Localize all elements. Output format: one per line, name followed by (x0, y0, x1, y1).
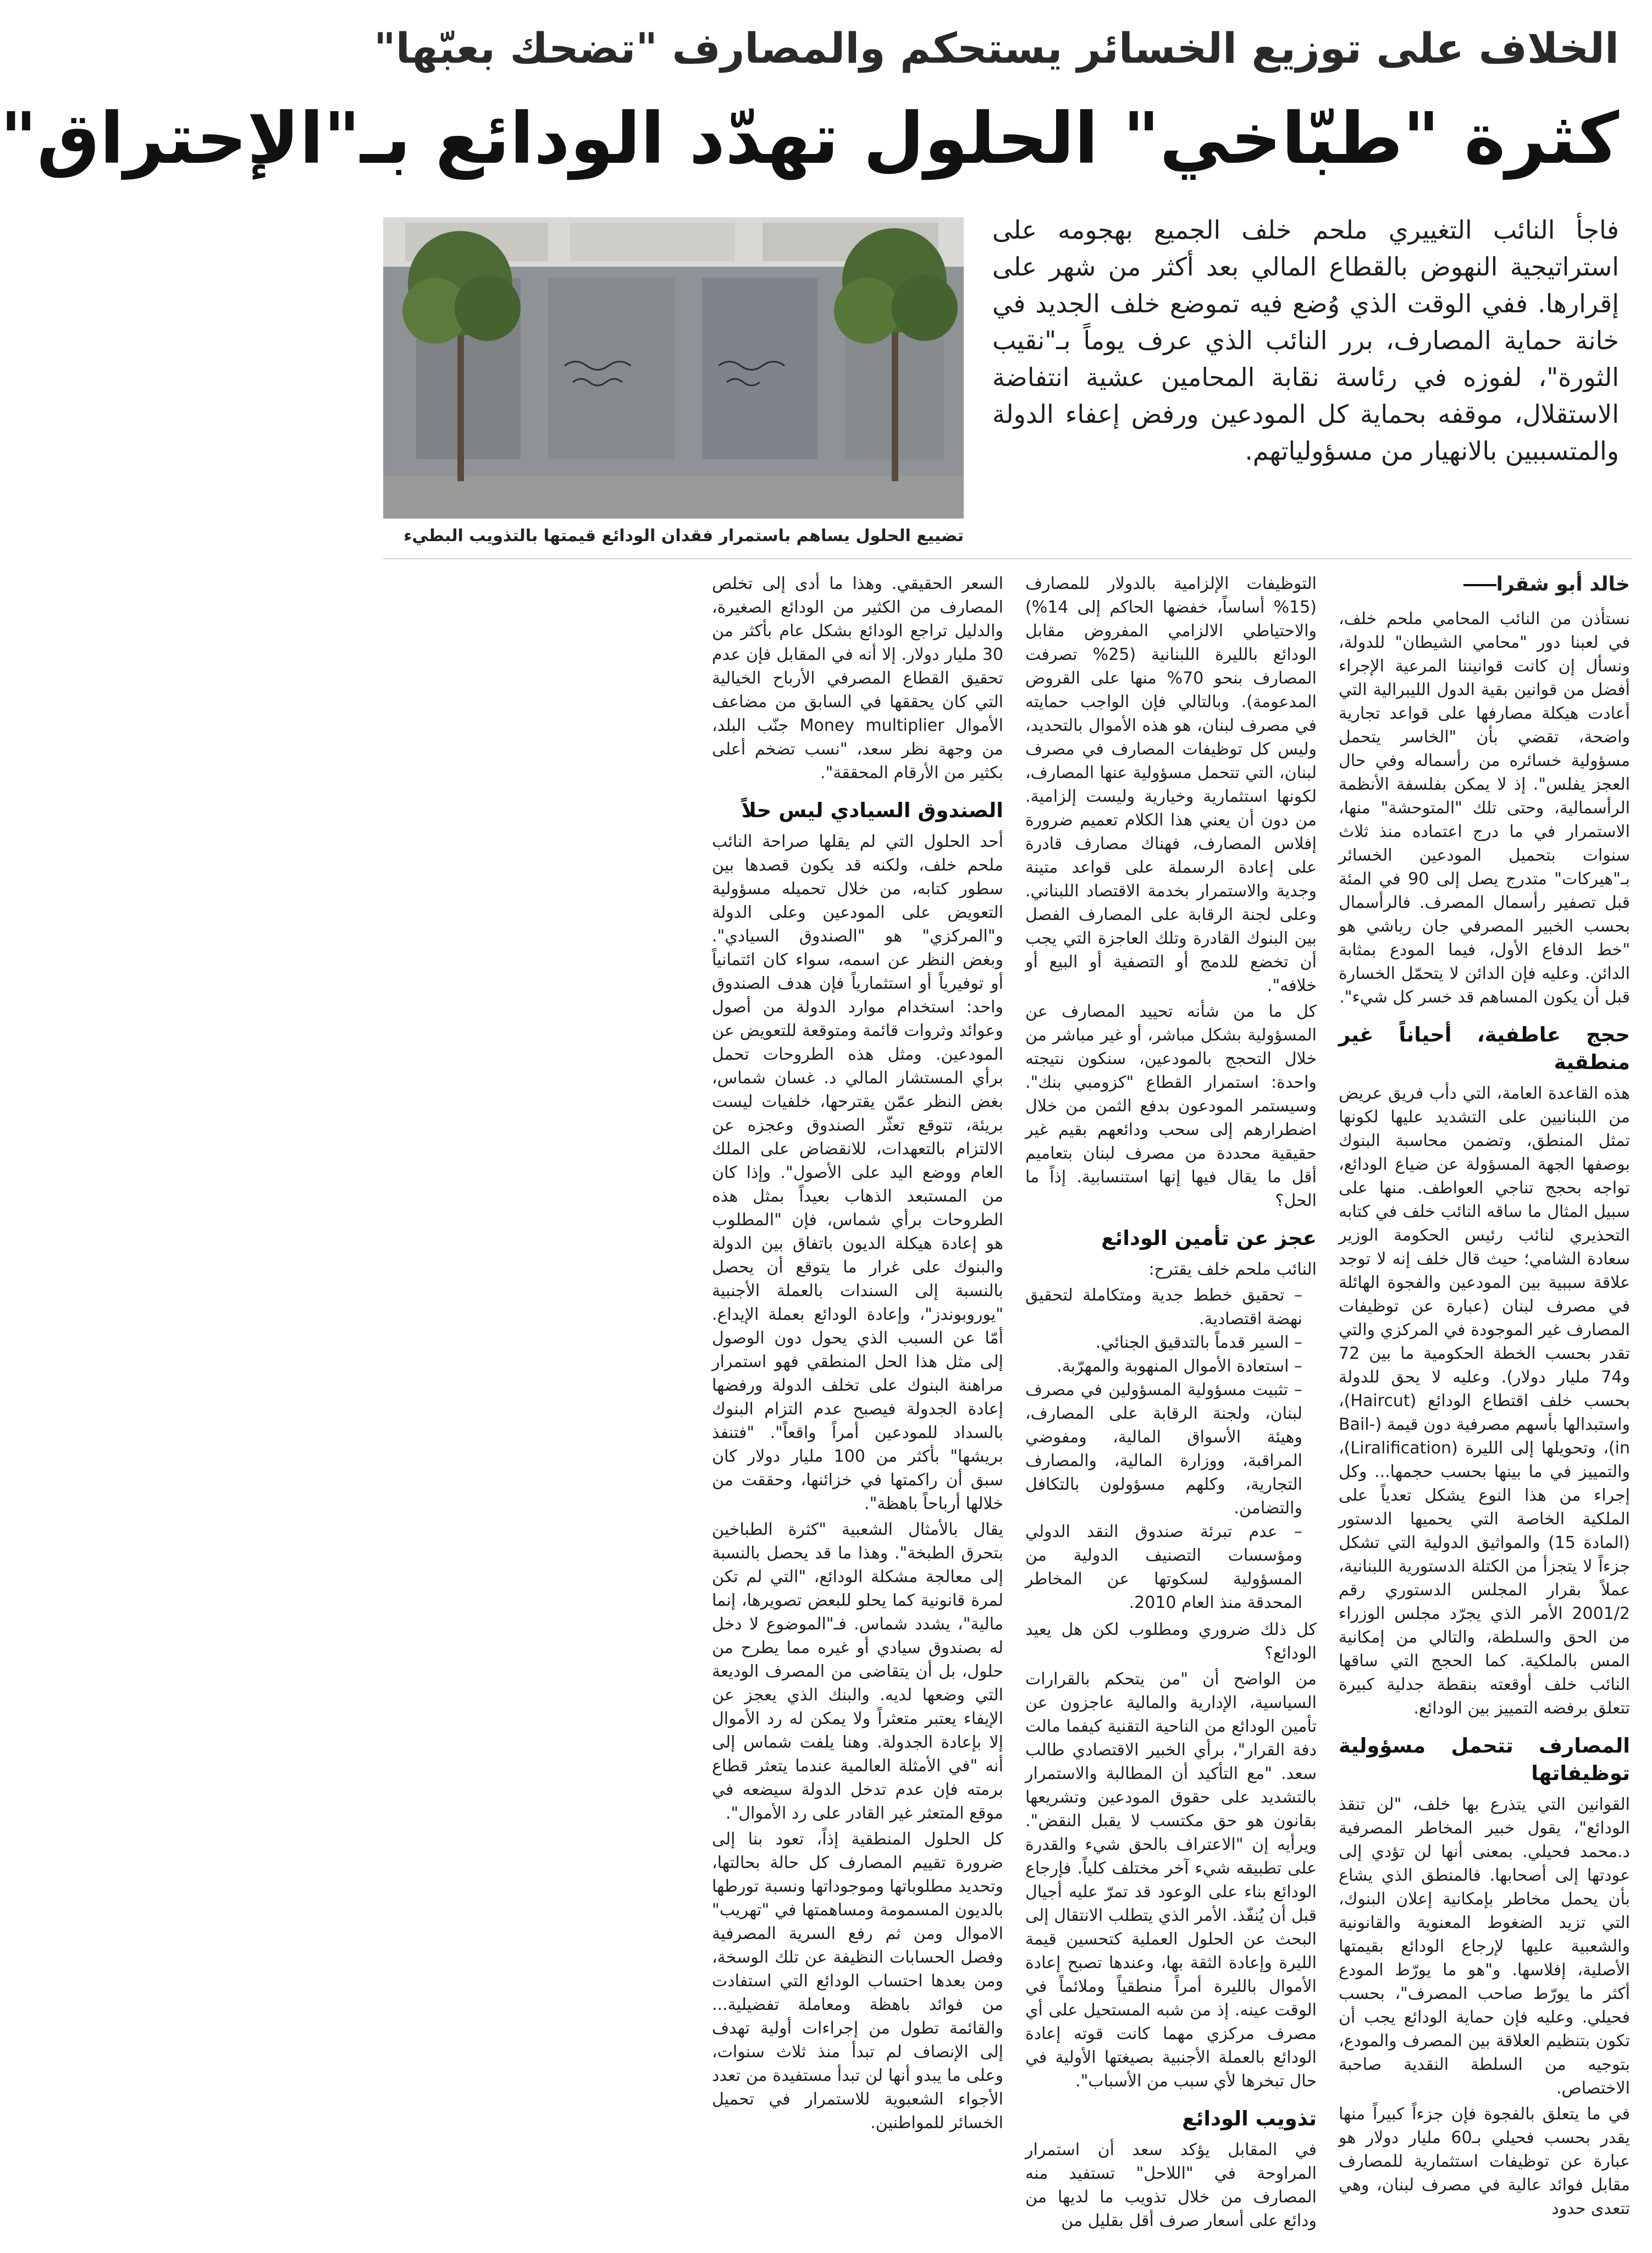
article-photo (383, 217, 964, 519)
section-divider (383, 558, 1632, 559)
paragraph: كل ما من شأنه تحييد المصارف عن المسؤولية بشكل مباشر، أو غير مباشر من خلال التحجج بالمودعين، سنكون نتيجته واحدة: استمرار القطاع "كزومبي بنك". وسيستمر المودعون بدفع الثمن من خلال اضطرارهم إلى سحب ودائعهم بقيم غير حقيقية محددة من مصرف لبنان بتعاميم أقل ما يقال فيها إنها استنسابية. إذاً ما الحل؟ (1025, 1002, 1317, 1210)
author-name: خالد أبو شقرا (1496, 573, 1630, 596)
article-lead: فاجأ النائب التغييري ملحم خلف الجميع بهجومه على استراتيجية النهوض بالقطاع المالي بعد أكثر من شهر على إقرارها. ففي الوقت الذي وُضع فيه تموضع خلف الجديد في خانة حماية المصارف، برر النائب الذي عرف يوماً بـ"نقيب الثورة"، لفوزه في رئاسة نقابة المحامين عشية انتفاضة الاستقلال، موقفه بحماية كل المودعين ورفض إعفاء الدولة والمتسببين بالانهيار من مسؤولياتهم. (992, 215, 1619, 466)
author-byline (1339, 572, 1630, 597)
paragraph: أحد الحلول التي لم يقلها صراحة النائب ملحم خلف، ولكنه قد يكون قصدها بين سطور كتابه، من خلال تحميله مسؤولية التعويض على المودعين وعلى الدولة و"المركزي" هو "الصندوق السيادي". وبغض النظر عن اسمه، سواء كان ائتمانياً أو توفيرياً أو استثمارياً فإن هدف الصندوق واحد: استخدام موارد الدولة من أصول وعوائد وثروات قائمة ومتوقعة للتعويض عن المودعين. ومثل هذه الطروحات تحمل برأي المستشار المالي د. غسان شماس، بغض النظر عمّن يقترحها، خلفيات ليست بريئة، تتوقع تعثّر الصندوق وعجزه عن الالتزام بالتعهدات، للانقضاض على الملك العام ووضع اليد على الأصول". وإذا كان من المستبعد الذهاب بعيداً بمثل هذه الطروحات برأي شماس، فإن "المطلوب هو إعادة هيكلة الديون باتفاق بين الدولة والبنوك على غرار ما يتوقع أن يحصل بالنسبة إلى السندات بالعملة الأجنبية "يوروبوندز"، وإعادة الودائع بعملة الإيداع. أمّا عن السبب الذي يحول دون الوصول إلى مثل هذا الحل المنطقي فهو استمرار مراهنة البنوك على تخلف الدولة ورفضها إعادة الجدولة فيصبح عدم التزام البنوك بالسداد للمودعين أمراً واقعاً". "فتنفذ بريشها" بأكثر من 100 مليار دولار كان سبق أن راكمتها في خزائنها، وحققت من خلالها أرباحاً باهظة". (712, 832, 1003, 1513)
shuttered-bank-photo (383, 217, 964, 519)
list-item: – تحقيق خطط جدية ومتكاملة لتحقيق نهضة اقتصادية. (1025, 1284, 1302, 1331)
paragraph: كل الحلول المنطقية إذاً، تعود بنا إلى ضرورة تقييم المصارف كل حالة بحالتها، وتحديد مطلوباتها وموجوداتها ونسبة تورطها بالديون المسمومة ومساهمتها في "تهريب" الاموال ومن ثم رفع السرية المصرفية وفصل الحسابات النظيفة عن تلك الوسخة، ومن بعدها احتساب الودائع التي استفادت من فوائد باهظة ومعاملة تفضيلية... والقائمة تطول من إجراءات أولية تهدف إلى الإنصاف لم تبدأ منذ ثلاث سنوات، وعلى ما يبدو أنها لن تبدأ مستفيدة من تعدد الأجواء الشعبوية للاستمرار في تحميل الخسائر للمواطنين. (712, 1830, 1003, 2133)
list-item: – عدم تبرئة صندوق النقد الدولي ومؤسسات التصنيف الدولية من المسؤولية لسكوتها عن المخاطر المحدقة منذ العام 2010. (1025, 1520, 1302, 1615)
paragraph: النائب ملحم خلف يقترح: (1148, 1260, 1317, 1279)
paragraph: نستأذن من النائب المحامي ملحم خلف، في لعبنا دور "محامي الشيطان" للدولة، ونسأل إن كانت قوانيننا المرعية الإجراء أفضل من قوانين بقية الدول الليبرالية التي أعادت هيكلة مصارفها على قواعد تجارية واضحة، تقضي بأن "الخاسر يتحمل مسؤولية خسائره من رأسماله وفي حال العجز يفلس". إذ لا يمكن بفلسفة الأنظمة الرأسمالية، وحتى تلك "المتوحشة" منها، الاستمرار في ما درج اعتماده منذ ثلاث سنوات بتحميل المودعين الخسائر بـ"هيركات" متدرج يصل إلى 90 في المئة قبل تصفير رأسمال المصرف. فالرأسمال بحسب الخبير المصرفي جان رياشي هو "خط الدفاع الأول، فيما المودع بمثابة الدائن. وعليه فإن الدائن لا يتحمّل الخسارة قبل أن يكون المساهم قد خسر كل شيء". (1339, 609, 1631, 1007)
subheading: الصندوق السيادي ليس حلاً (741, 798, 1003, 822)
subheading: تذويب الودائع (1182, 2107, 1317, 2130)
paragraph: القوانين التي يتذرع بها خلف، "لن تنقذ الودائع"، يقول خبير المخاطر المصرفية د.محمد فحيلي. بمعنى أنها لن تؤدي إلى عودتها إلى أصحابها. فالمنطق الذي يشاع بأن يحمل مخاطر بإمكانية إعلان البنوك، التي تزيد الضغوط المعنوية والقانونية والشعبية عليها لإرجاع الودائع بقيمتها الأصلية، إفلاسها. و"هو ما يورّط المودع أكثر ما يورّط صاحب المصرف"، بحسب فحيلي. وعليه فإن حماية الودائع يجب أن تكون بتنظيم العلاقة بين المصرف والمودع، بتوجيه من السلطة النقدية صاحبة الاختصاص. (1339, 1795, 1630, 2098)
article-kicker: الخلاف على توزيع الخسائر يستحكم والمصارف "تضحك بعبّها" (374, 24, 1619, 73)
column-3 (712, 572, 1003, 2238)
subheading: عجز عن تأمين الودائع (1101, 1226, 1317, 1250)
paragraph: السعر الحقيقي. وهذا ما أدى إلى تخلص المصارف من الكثير من الودائع الصغيرة، والدليل تراجع الودائع بشكل عام بأكثر من 30 مليار دولار. إلا أنه في المقابل فإن عدم تحقيق القطاع المصرفي الأرباح الخيالية التي كان يحققها في السابق من مضاعف الأموال Money multiplier جنّب البلد، من وجهة نظر سعد، "نسب تضخم أعلى بكثير من الأرقام المحققة". (712, 574, 1003, 783)
paragraph: كل ذلك ضروري ومطلوب لكن هل يعيد الودائع؟ (1025, 1620, 1317, 1663)
photo-caption: تضييع الحلول يساهم باستمرار فقدان الودائع قيمتها بالتذويب البطيء (404, 526, 964, 546)
proposal-list (1025, 1284, 1317, 1615)
list-item: – السير قدماً بالتدقيق الجنائي. (1025, 1331, 1302, 1354)
list-item: – استعادة الأموال المنهوبة والمهرّبة. (1025, 1354, 1302, 1378)
column-1 (1339, 572, 1630, 2238)
subheading: المصارف تتحمل مسؤولية توظيفاتها (1339, 1734, 1630, 1785)
byline-bar (1463, 584, 1496, 586)
paragraph: هذه القاعدة العامة، التي دأب فريق عريض من اللبنانيين على التشديد عليها لكونها تمثل المنطق، وتضمن محاسبة البنوك بوصفها الجهة المسؤولة عن ضياع الودائع، تواجه بحجج تناجي العواطف. منها على سبيل المثال ما ساقه النائب خلف في كتابه التحذيري لنائب رئيس الحكومة الوزير سعادة الشامي؛ حيث قال خلف إنه لا توجد علاقة سببية بين المودعين والفجوة الهائلة في مصرف لبنان (عبارة عن توظيفات المصارف غير الموجودة في المركزي والتي تقدر بحسب الخطة الحكومية ما بين 72 و74 مليار دولار). وعليه لا يحق للدولة بحسب خلف اقتطاع الودائع (Haircut)، واستبدالها بأسهم مصرفية دون قيمة (Bail-in)، وتحويلها إلى الليرة (Liralification)، والتمييز في ما بينها بحسب حجمها... وكل إجراء من هذا النوع يشكل تعدياً على الملكية الخاصة التي يحميها الدستور (المادة 15) والمواثيق الدولية التي تشكل جزءاً لا يتجزأ من الكتلة الدستورية اللبنانية، عملاً بقرار المجلس الدستوري رقم 2001/2 الأمر الذي يجرّد مجلس الوزراء من الحق والسلطة، والتالي من إمكانية المس بالملكية. كما الحجج التي ساقها النائب خلف أوقعته بنقطة جدلية كبيرة تتعلق برفضه التمييز بين الودائع. (1339, 1084, 1630, 1718)
paragraph: في المقابل يؤكد سعد أن استمرار المراوحة في "اللاحل" تستفيد منه المصارف من خلال تذويب ما لديها من ودائع على أسعار صرف أقل بقليل من (1025, 2140, 1317, 2230)
paragraph: من الواضح أن "من يتحكم بالقرارات السياسية، الإدارية والمالية عاجزون عن تأمين الودائع من الناحية التقنية كيفما مالت دفة القرار"، برأي الخبير الاقتصادي طالب سعد. "مع التأكيد أن المطالبة والاستمرار بالتشديد على حقوق المودعين وتشريعها بقانون هو حق مكتسب لا يقبل النقض". ويرأيه إن "الاعتراف بالحق شيء والقدرة على تطبيقه شيء آخر مختلف كلياً. فإرجاع الودائع بناء على الوعود قد تمرّ عليه أجيال قبل أن يُنفّذ. الأمر الذي يتطلب الانتقال إلى البحث عن الحلول العملية كتحسين قيمة الليرة وإعادة الثقة بها، وعندها تصبح إعادة الأموال بالليرة أمراً منطقياً وملائماً في الوقت عينه. إذ من شبه المستحيل على أي مصرف مركزي مهما كانت قوته إعادة الودائع بالعملة الأجنبية بصيغتها الأولية في حال تبخرها لأي سبب من الأسباب". (1025, 1670, 1317, 2091)
column-2 (1025, 572, 1317, 2238)
paragraph: التوظيفات الإلزامية بالدولار للمصارف (15% أساساً، خفضها الحاكم إلى 14%) والاحتياطي الالزامي المفروض مقابل الودائع بالليرة اللبنانية (25% تصرفت المصارف بنحو 70% منها على القروض المدعومة). وبالتالي فإن الواجب حمايته في مصرف لبنان، هو هذه الأموال بالتحديد، وليس كل توظيفات المصارف في مصرف لبنان، التي تتحمل مسؤولية عنها المصارف، لكونها استثمارية وخيارية وليست إلزامية. من دون أن يعني هذا الكلام تعميم ضرورة إفلاس المصارف، فهناك مصارف قادرة على إعادة الرسملة على قواعد متينة وجدية والاستمرار بخدمة الاقتصاد اللبناني. وعلى لجنة الرقابة على المصارف الفصل بين البنوك القادرة وتلك العاجزة التي يجب أن تخضع للدمج أو التصفية أو البيع أو خلافه". (1025, 574, 1317, 995)
list-item: – تثبيت مسؤولية المسؤولين في مصرف لبنان، ولجنة الرقابة على المصارف، وهيئة الأسواق المالية، ومفوضي المراقبة، ووزارة المالية، والمصارف التجارية، وكلهم مسؤولون بالتكافل والتضامن. (1025, 1378, 1302, 1520)
article-headline: كثرة "طبّاخي" الحلول تهدّد الودائع بـ"الإحتراق" (0, 98, 1619, 180)
paragraph: في ما يتعلق بالفجوة فإن جزءاً كبيراً منها يقدر بحسب فحيلي بـ60 مليار دولار هو عبارة عن توظيفات استثمارية للمصارف مقابل فوائد عالية في مصرف لبنان، وهي تتعدى حدود (1339, 2105, 1630, 2218)
paragraph: يقال بالأمثال الشعبية "كثرة الطباخين بتحرق الطبخة". وهذا ما قد يحصل بالنسبة إلى معالجة مشكلة الودائع، "التي لم تكن لمرة قانونية كما يحلو للبعض تصويرها، إنما مالية"، يشدد شماس. فـ"الموضوع لا دخل له بصندوق سيادي أو غيره مما يطرح من حلول، بل أن يتقاضى من المصرف الوديعة التي وضعها لديه. والبنك الذي يعجز عن الإيفاء يعتبر متعثراً ولا يمكن له رد الأموال إلا بإعادة الجدولة. وهنا يلفت شماس إلى أنه "في الأمثلة العالمية عندما يتعثر قطاع برمته فإن عدم تدخل الدولة سيضعه في موقع المتعثر غير القادر على رد الأموال". (712, 1520, 1003, 1823)
subheading: حجج عاطفية، أحياناً غير منطقية (1339, 1023, 1630, 1074)
